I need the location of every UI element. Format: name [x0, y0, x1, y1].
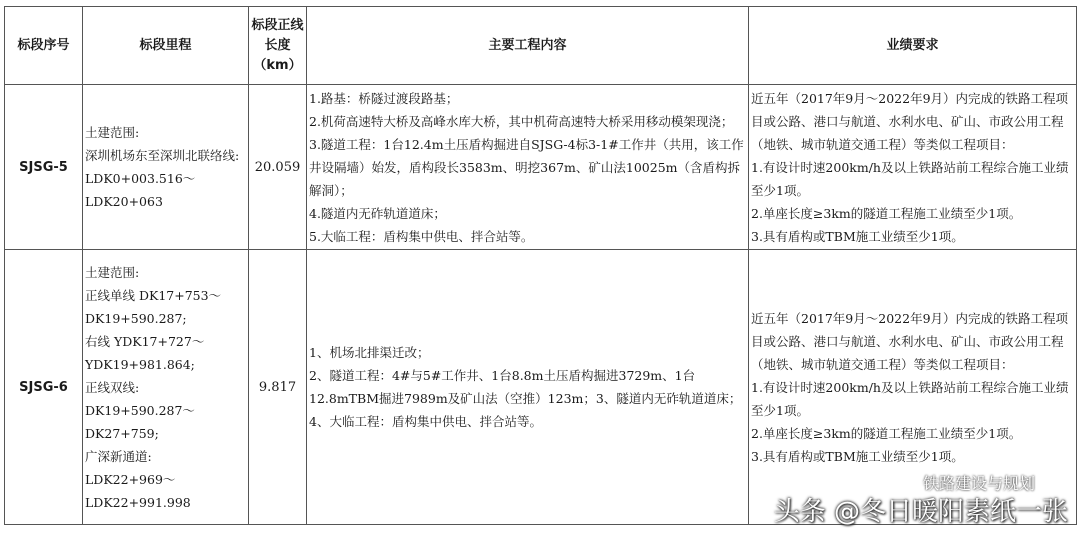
content-line: 2.机荷高速特大桥及高峰水库大桥，其中机荷高速特大桥采用移动模架现浇；	[309, 113, 734, 129]
requirement-line: 1.有设计时速200km/h及以上铁路站前工程综合施工业绩至少1项。	[751, 379, 1069, 418]
section-id: SJSG-5	[5, 85, 83, 250]
tender-table	[4, 6, 1077, 525]
requirement-cell	[749, 85, 1077, 250]
mileage-line: 深圳机场东至深圳北联络线: LDK0+003.516～LDK20+063	[85, 148, 240, 209]
length-cell: 9.817	[249, 250, 307, 525]
table-row	[5, 85, 1077, 250]
mileage-line: 正线双线:	[85, 379, 140, 395]
table-row	[5, 250, 1077, 525]
mileage-line: 土建范围:	[85, 125, 140, 140]
mileage-line: 土建范围:	[85, 264, 140, 280]
header-row	[5, 7, 1077, 85]
watermark-secondary: 铁路建设与规划	[922, 474, 1035, 493]
header-mileage: 标段里程	[83, 7, 249, 85]
mileage-line: 右线 YDK17+727～YDK19+981.864;	[85, 333, 205, 372]
requirement-line: 2.单座长度≥3km的隧道工程施工业绩至少1项。	[751, 425, 1022, 441]
header-seq: 标段序号	[5, 7, 83, 85]
length-cell: 20.059	[249, 85, 307, 250]
mileage-line: 广深新通道:	[85, 448, 152, 464]
requirement-line: 3.具有盾构或TBM施工业绩至少1项。	[751, 448, 964, 464]
section-id: SJSG-6	[5, 250, 83, 525]
header-content: 主要工程内容	[307, 7, 749, 85]
content-line: 2、隧道工程：4#与5#工作井、1台8.8m土压盾构掘进3729m、1台12.8mTBM掘进7989m及矿山法（空推）123m；3、隧道内无砟轨道道床；	[309, 368, 742, 406]
header-length	[249, 7, 307, 85]
header-length-line3: （km）	[253, 57, 302, 73]
mileage-line: DK19+590.287～DK27+759;	[85, 402, 195, 441]
mileage-line: LDK22+969～LDK22+991.998	[85, 471, 191, 510]
content-line: 5.大临工程：盾构集中供电、拌合站等。	[309, 228, 534, 244]
header-requirement: 业绩要求	[749, 7, 1077, 85]
content-cell	[307, 250, 749, 525]
mileage-line: 正线单线 DK17+753～DK19+590.287;	[85, 287, 222, 326]
requirement-line: 2.单座长度≥3km的隧道工程施工业绩至少1项。	[751, 205, 1022, 221]
content-line: 4、大临工程：盾构集中供电、拌合站等。	[309, 414, 542, 429]
requirement-line: 近五年（2017年9月～2022年9月）内完成的铁路工程项目或公路、港口与航道、水利水电、矿山、市政公用工程（地铁、城市轨道交通工程）等类似工程项目：	[751, 310, 1069, 372]
requirement-line: 1.有设计时速200km/h及以上铁路站前工程综合施工业绩至少1项。	[751, 159, 1069, 198]
content-line: 1.路基：桥隧过渡段路基；	[309, 90, 459, 106]
content-cell	[307, 85, 749, 250]
mileage-cell	[83, 250, 249, 525]
header-length-line2: 长度	[264, 37, 291, 53]
header-length-line1: 标段正线	[251, 17, 304, 33]
watermark: 头条 @冬日暖阳素纸一张	[773, 497, 1068, 527]
content-line: 3.隧道工程：1台12.4m土压盾构掘进自SJSG-4标3-1#工作井（共用，该工作井设隔墙）始发，盾构段长3583m、明挖367m、矿山法10025m（含盾构拆解洞）；	[309, 136, 744, 198]
requirement-line: 近五年（2017年9月～2022年9月）内完成的铁路工程项目或公路、港口与航道、水利水电、矿山、市政公用工程（地铁、城市轨道交通工程）等类似工程项目：	[751, 90, 1069, 152]
requirement-line: 3.具有盾构或TBM施工业绩至少1项。	[751, 228, 964, 244]
content-line: 1、机场北排渠迁改；	[309, 345, 430, 360]
mileage-cell	[83, 85, 249, 250]
content-line: 4.隧道内无砟轨道道床；	[309, 205, 446, 221]
